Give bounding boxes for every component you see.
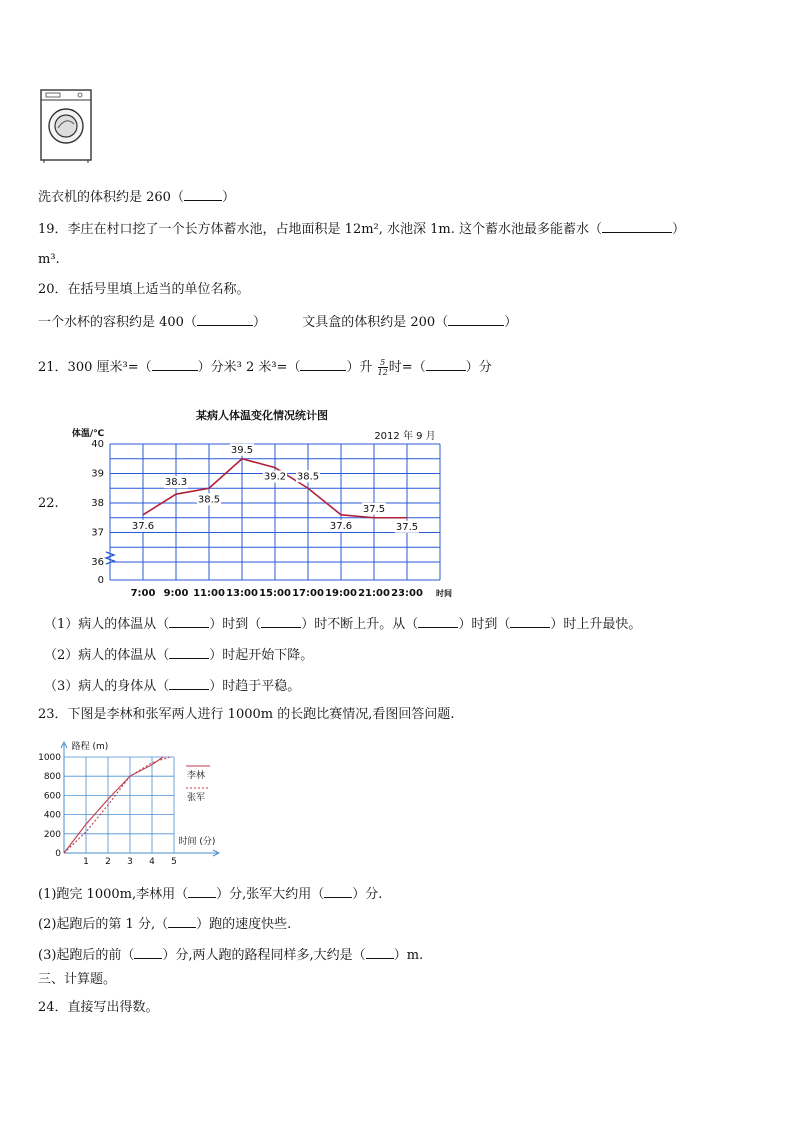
data-label: 38.5: [197, 494, 221, 506]
x-tick-label: 2: [105, 857, 111, 866]
x-tick-label: 9:00: [163, 588, 189, 599]
q19-blank[interactable]: [602, 220, 672, 233]
q23-q2: [38, 915, 291, 933]
race-chart: [30, 738, 225, 866]
q23-q3-blank-1[interactable]: [134, 946, 162, 959]
q21-a: 21．300 厘米³=（: [38, 360, 152, 375]
q19-unit: m³.: [38, 252, 60, 267]
section-three-heading: 三、计算题。: [38, 972, 117, 987]
q20-a-blank[interactable]: [197, 313, 253, 326]
q22-q3-b: ）时趋于平稳。: [209, 679, 301, 694]
q21-c: ）升: [346, 360, 373, 375]
legend-label: 李林: [187, 771, 206, 781]
x-tick-label: 11:00: [193, 588, 225, 599]
fraction-denominator: 12: [377, 368, 388, 377]
race-ylabel: 路程 (m): [71, 742, 109, 752]
q22-q3: [44, 677, 300, 695]
x-tick-label: 15:00: [259, 588, 291, 599]
q23-q3-c: ）m.: [393, 948, 424, 963]
q21-e: ）分: [465, 360, 492, 375]
q20-title: 20．在括号里填上适当的单位名称。: [38, 282, 250, 297]
q21-b: ）分米³ 2 米³=（: [197, 360, 301, 375]
y-tick-label: 36: [91, 557, 104, 568]
q18-blank[interactable]: [184, 188, 222, 201]
q21-line: [38, 358, 492, 377]
y-tick-label: 39: [91, 468, 104, 480]
x-tick-label: 23:00: [391, 588, 423, 599]
q22-q2: [44, 646, 313, 664]
y-tick-label: 1000: [38, 753, 61, 763]
q22-q1-a: （1）病人的体温从（: [44, 617, 170, 632]
q20-a-close: ）: [252, 315, 266, 330]
series-line-zhangjun: [64, 757, 170, 853]
x-tick-label: 13:00: [226, 588, 258, 599]
data-label: 37.5: [362, 503, 386, 515]
q23-q3-a: (3)起跑后的前（: [38, 948, 135, 963]
y-tick-label: 37: [91, 527, 104, 539]
x-tick-label: 3: [127, 857, 133, 866]
q22-number: 22.: [38, 496, 59, 511]
q22-q1-c: ）时不断上升。从（: [301, 617, 419, 632]
data-label: 39.5: [230, 444, 254, 456]
q23-q1: [38, 885, 382, 903]
x-tick-label: 4: [149, 857, 155, 866]
q22-q1-b: ）时到（: [209, 617, 262, 632]
q23-q1-c: ）分.: [352, 887, 383, 902]
data-label: 37.5: [395, 521, 419, 533]
data-label: 38.5: [296, 471, 320, 483]
chart-subtitle: 2012 年 9 月: [374, 431, 436, 442]
q22-q1-blank-1[interactable]: [169, 615, 209, 628]
q24-title: 24．直接写出得数。: [38, 1000, 159, 1015]
x-tick-label: 7:00: [130, 588, 156, 599]
q20-a-text: 一个水杯的容积约是 400（: [38, 315, 197, 330]
x-tick-label: 17:00: [292, 588, 324, 599]
q21-fraction: [378, 358, 388, 377]
y-tick-label: 600: [43, 791, 61, 802]
data-label: 39.2: [263, 471, 287, 483]
y-tick-label: 0: [55, 849, 61, 859]
race-xlabel: 时间 (分): [178, 837, 216, 847]
data-label: 37.6: [131, 520, 155, 532]
washing-machine-image: [38, 86, 96, 164]
q22-q2-blank[interactable]: [169, 646, 209, 659]
q23-q1-blank-2[interactable]: [324, 885, 352, 898]
q21-blank-2[interactable]: [300, 358, 346, 371]
q22-q1-blank-2[interactable]: [261, 615, 301, 628]
y-tick-label: 400: [43, 810, 61, 821]
q23-q3-b: ）分,两人跑的路程同样多,大约是（: [162, 948, 366, 963]
q22-q3-a: （3）病人的身体从（: [44, 679, 170, 694]
q23-q1-a: (1)跑完 1000m,李林用（: [38, 887, 189, 902]
q19-line: [38, 220, 685, 238]
q23-title: 23．下图是李林和张军两人进行 1000m 的长跑比赛情况,看图回答问题.: [38, 707, 455, 722]
y-tick-label: 38: [91, 498, 104, 509]
q23-q3-blank-2[interactable]: [366, 946, 394, 959]
q23-q1-blank-1[interactable]: [188, 885, 216, 898]
q22-q2-a: （2）病人的体温从（: [44, 648, 170, 663]
x-tick-label: 19:00: [325, 588, 357, 599]
q22-q2-b: ）时起开始下降。: [209, 648, 314, 663]
q23-q2-blank[interactable]: [168, 915, 196, 928]
legend-label: 张军: [187, 793, 206, 803]
q18-text: 洗衣机的体积约是 260（: [38, 190, 184, 205]
q21-blank-1[interactable]: [152, 358, 198, 371]
q22-q1-d: ）时到（: [458, 617, 511, 632]
data-label: 37.6: [329, 520, 353, 532]
q22-q3-blank[interactable]: [169, 677, 209, 690]
chart-ylabel: 体温/℃: [71, 429, 105, 439]
y-tick-label: 40: [91, 439, 104, 450]
fraction-numerator: 5: [380, 358, 386, 367]
q19-close: ）: [672, 222, 686, 237]
q22-q1: [44, 615, 641, 633]
q21-blank-3[interactable]: [426, 358, 466, 371]
q23-q1-b: ）分,张军大约用（: [216, 887, 325, 902]
q20-b-text: 文具盒的体积约是 200（: [302, 315, 449, 330]
x-tick-label: 21:00: [358, 588, 390, 599]
q23-q2-b: ）跑的速度快些.: [196, 917, 292, 932]
data-label: 38.3: [164, 477, 188, 489]
chart-xlabel: 时间: [436, 589, 452, 598]
x-tick-label: 5: [171, 857, 177, 866]
y-tick-label: 800: [43, 772, 61, 783]
q22-q1-blank-3[interactable]: [418, 615, 458, 628]
q19-text: 19．李庄在村口挖了一个长方体蓄水池，占地面积是 12m², 水池深 1m. 这个蓄水池最多能蓄水（: [38, 222, 603, 237]
q20-items: [38, 313, 517, 331]
q18-close: ）: [221, 190, 235, 205]
q20-b-blank[interactable]: [448, 313, 504, 326]
q21-d: 时=（: [388, 360, 426, 375]
temperature-chart: [62, 404, 457, 600]
x-tick-label: 1: [83, 857, 89, 866]
q22-q1-blank-4[interactable]: [510, 615, 550, 628]
q18-answer-line: [38, 188, 235, 206]
q20-b-close: ）: [504, 315, 518, 330]
y-tick-label: 200: [43, 829, 61, 840]
y-tick-label: 0: [97, 575, 104, 586]
q23-q3: [38, 946, 423, 964]
q23-q2-a: (2)起跑后的第 1 分,（: [38, 917, 169, 932]
q22-q1-e: ）时上升最快。: [550, 617, 642, 632]
chart-title: 某病人体温变化情况统计图: [196, 409, 328, 422]
